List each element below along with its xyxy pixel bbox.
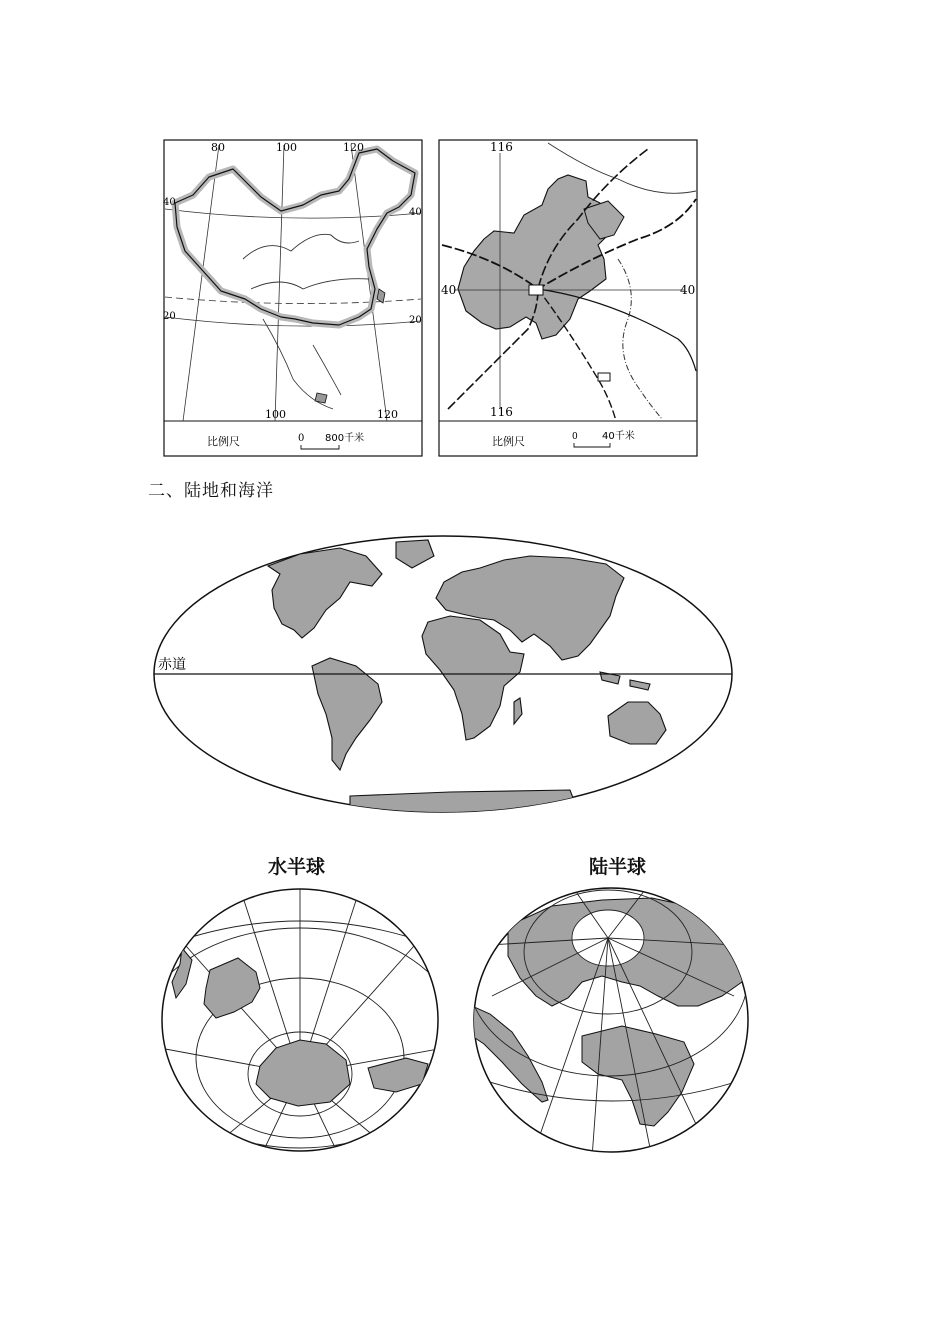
beijing-lon-label-bottom: 116 (490, 405, 513, 419)
antarctica (350, 790, 580, 820)
china-lat-label-20-left: 20 (163, 311, 176, 322)
land-hemisphere (472, 886, 754, 1158)
beijing-scale-value: 40千米 (602, 431, 635, 442)
china-lat-label-40-left: 40 (163, 197, 176, 208)
beijing-map (438, 139, 700, 457)
equator-label: 赤道 (158, 657, 186, 673)
beijing-scale-label: 比例尺 (492, 435, 525, 448)
beijing-lat-label-left: 40 (441, 283, 457, 297)
china-lon-label-100-bottom: 100 (265, 408, 286, 421)
china-lon-label-120-bottom: 120 (377, 408, 398, 421)
water-hemisphere (160, 888, 444, 1158)
china-lon-label-120: 120 (343, 141, 364, 154)
tianjin-city-marker (598, 373, 610, 381)
china-scale-label: 比例尺 (207, 435, 240, 448)
china-lat-label-20-right: 20 (409, 315, 422, 326)
world-map (150, 534, 750, 820)
china-map (163, 139, 423, 457)
land-hemisphere-title: 陆半球 (589, 856, 647, 878)
beijing-scale-zero: 0 (572, 432, 578, 442)
china-scale-value: 800千米 (325, 433, 365, 444)
china-lon-label-100: 100 (276, 141, 297, 154)
china-scale-zero: 0 (298, 433, 305, 444)
beijing-lat-label-right: 40 (680, 283, 696, 297)
china-lat-label-40-right: 40 (409, 207, 422, 218)
section-heading: 二、陆地和海洋 (148, 481, 274, 501)
beijing-city-marker (529, 285, 543, 295)
beijing-lon-label-top: 116 (490, 140, 513, 154)
water-hemisphere-title: 水半球 (268, 856, 326, 878)
china-lon-label-80: 80 (211, 141, 225, 154)
hainan-island (315, 393, 327, 403)
